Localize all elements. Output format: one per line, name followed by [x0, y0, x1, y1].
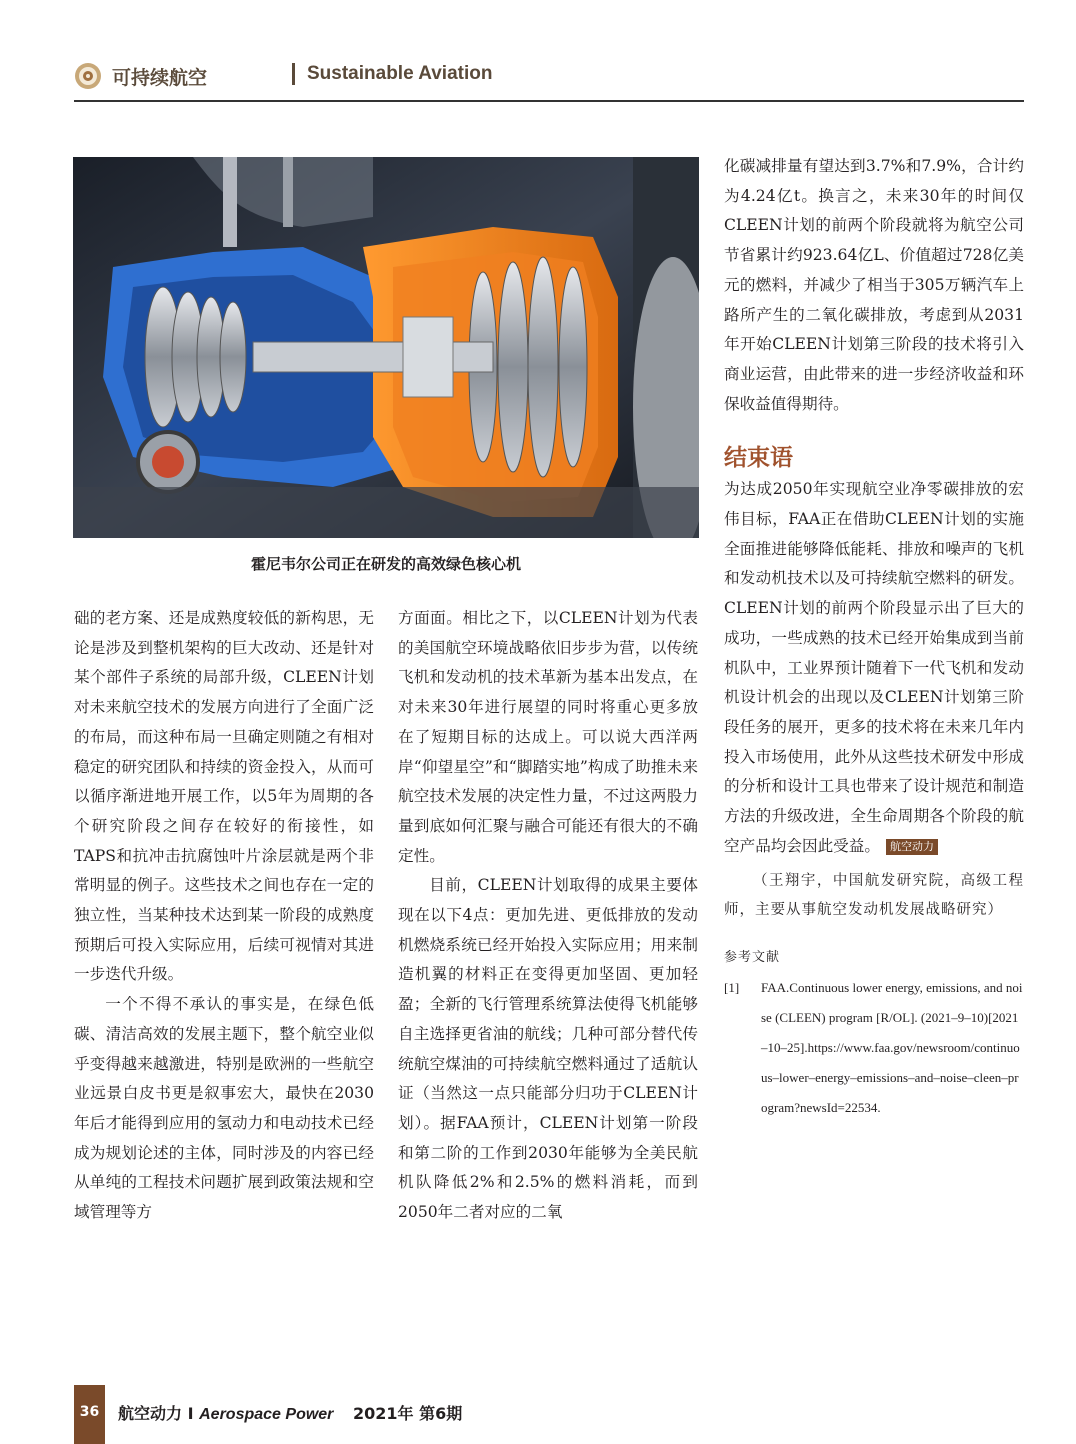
page-footer: [74, 1385, 1024, 1444]
issue-label: 2021年 第6期: [352, 1404, 463, 1423]
engine-cutaway-illustration: [73, 157, 699, 538]
page-number: 36: [74, 1385, 105, 1444]
paragraph: 化碳减排量有望达到3.7%和7.9%，合计约为4.24亿t。换言之，未来30年的时间仅CLEEN计划的前两个阶段就将为航空公司节省累计约923.64亿L、价值超过728亿美元的燃料，并减少了相当于305万辆汽车上路所产生的二氧化碳排放，考虑到从2031年开始CLEEN计划第三阶段的技术将引入商业运营，由此带来的进一步经济收益和环保收益值得期待。: [724, 157, 1024, 413]
text-column-3: [724, 152, 1024, 1123]
section-title-en: Sustainable Aviation: [307, 63, 493, 84]
text-column-2: [398, 604, 698, 1228]
section-title-cn: 可持续航空: [112, 67, 208, 89]
reference-item: [724, 973, 1024, 1123]
paragraph: 础的老方案、还是成熟度较低的新构思，无论是涉及到整机架构的巨大改动、还是针对某个部件子系统的局部升级，CLEEN计划对未来航空技术的发展方向进行了全面广泛的布局，而这种布局一旦确定则随之有相对稳定的研究团队和持续的资金投入，从而可以循序渐进地开展工作，以5年为周期的各个研究阶段之间存在较好的衔接性，如TAPS和抗冲击抗腐蚀叶片涂层就是两个非常明显的例子。这些技术之间也存在一定的独立性，当某种技术达到某一阶段的成熟度预期后可投入实际应用，后续可视情对其进一步迭代升级。: [74, 609, 374, 984]
reference-text: FAA.Continuous lower energy, emissions, and noise (CLEEN) program [R/OL]. (2021–9–10)[2021–10–25].https://www.faa.gov/newsroom/continuous–lower–energy–emissions–and–noise–cleen–program?newsId=22534.: [761, 980, 1023, 1116]
journal-name-cn: 航空动力: [118, 1404, 183, 1423]
section-heading-conclusion: 结束语: [724, 445, 793, 472]
journal-logo-icon: [74, 62, 102, 90]
author-note: （王翔宇，中国航发研究院，高级工程师，主要从事航空发动机发展战略研究）: [724, 873, 1024, 919]
paragraph: [724, 475, 1024, 861]
conclusion-text: 为达成2050年实现航空业净零碳排放的宏伟目标，FAA正在借助CLEEN计划的实施全面推进能够降低能耗、排放和噪声的飞机和发动机技术以及可持续航空燃料的研发。CLEEN计划的前两个阶段显示出了巨大的成功，一些成熟的技术已经开始集成到当前机队中，工业界预计随着下一代飞机和发动机设计机会的出现以及CLEEN计划第三阶段任务的展开，更多的技术将在未来几年内投入市场使用，此外从这些技术研发中形成的分析和设计工具也带来了设计规范和制造方法的升级改进，全生命周期各个阶段的航空产品均会因此受益。: [724, 480, 1024, 855]
page-header: [74, 58, 1024, 102]
journal-name-en: Aerospace Power: [199, 1406, 334, 1423]
text-column-1: [74, 604, 374, 1228]
paragraph: 一个不得不承认的事实是，在绿色低碳、清洁高效的发展主题下，整个航空业似乎变得越来越激进，特别是欧洲的一些航空业远景白皮书更是叙事宏大，最快在2030年后才能得到应用的氢动力和电动技术已经成为规划论述的主体，同时涉及的内容已经从单纯的工程技术问题扩展到政策法规和空域管理等方: [74, 995, 374, 1222]
footer-separator: I: [187, 1404, 194, 1423]
journal-info: [118, 1401, 462, 1424]
figure-caption: 霍尼韦尔公司正在研发的高效绿色核心机: [250, 555, 521, 573]
engine-core-photo: [73, 157, 699, 538]
header-divider: [292, 63, 295, 85]
end-mark-badge: 航空动力: [886, 839, 938, 855]
reference-number: [1]: [724, 980, 740, 996]
paragraph: 目前，CLEEN计划取得的成果主要体现在以下4点：更加先进、更低排放的发动机燃烧系统已经开始投入实际应用；用来制造机翼的材料正在变得更加坚固、更加轻盈；全新的飞行管理系统算法使得飞机能够自主选择更省油的航线；几种可部分替代传统航空煤油的可持续航空燃料通过了适航认证（当然这一点只能部分归功于CLEEN计划）。据FAA预计，CLEEN计划第一阶段和第二阶的工作到2030年能够为全美民航机队降低2%和2.5%的燃料消耗，而到2050年二者对应的二氧: [398, 876, 698, 1222]
references-heading: 参考文献: [724, 950, 781, 966]
paragraph: 方面面。相比之下，以CLEEN计划为代表的美国航空环境战略依旧步步为营，以传统飞机和发动机的技术革新为基本出发点，在对未来30年进行展望的同时将重心更多放在了短期目标的达成上。可以说大西洋两岸“仰望星空”和“脚踏实地”构成了助推未来航空技术发展的决定性力量，不过这两股力量到底如何汇聚与融合可能还有很大的不确定性。: [398, 609, 698, 865]
